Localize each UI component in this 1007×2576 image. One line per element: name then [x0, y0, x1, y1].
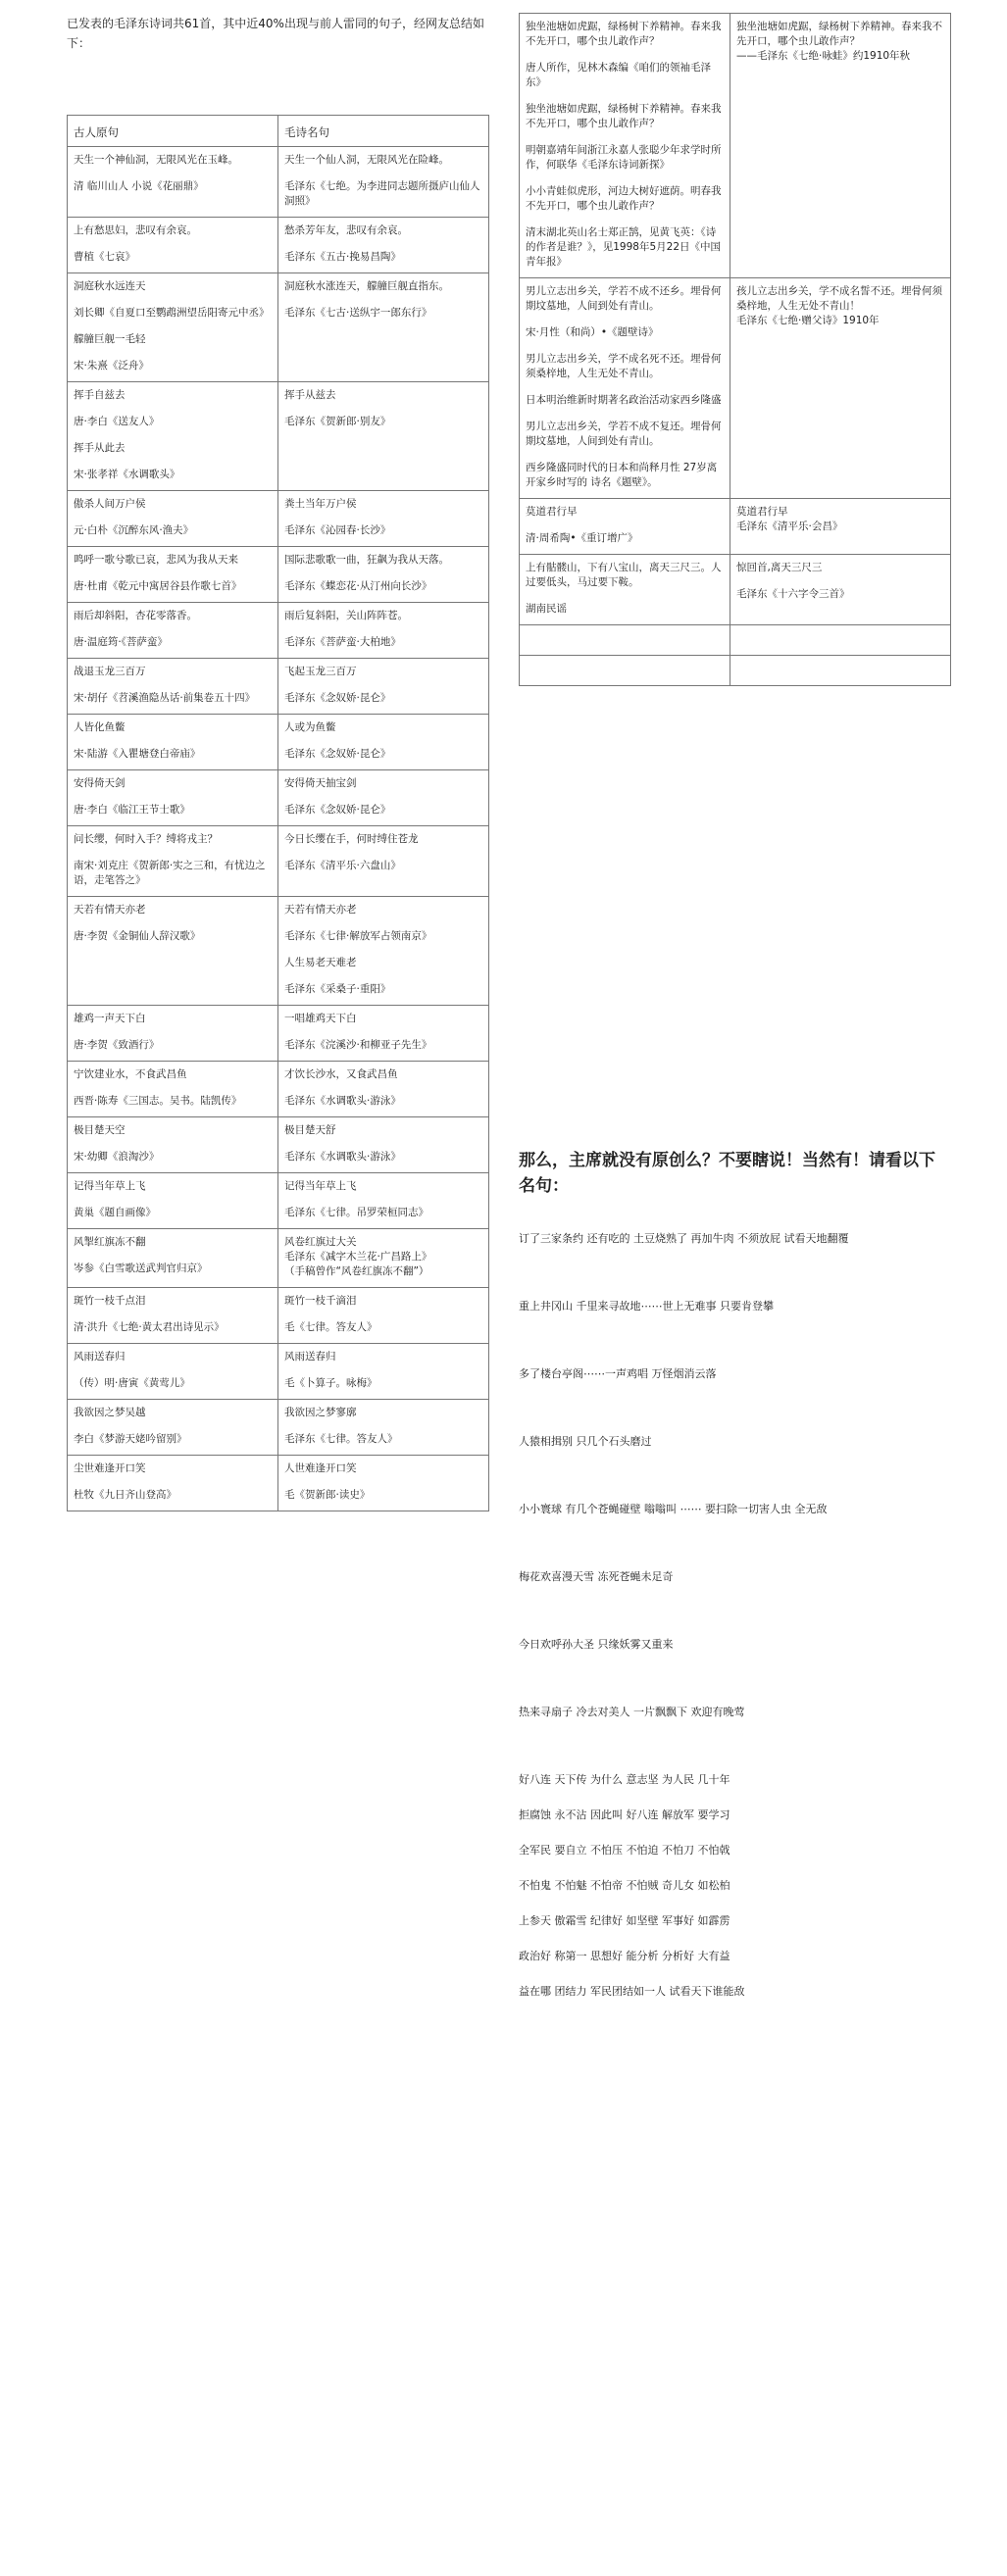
- quote-line: 梅花欢喜漫天雪 冻死苍蝇未足奇: [519, 1570, 674, 1583]
- table-row: [68, 659, 489, 715]
- cell-line: 毛泽东《菩萨蛮·大柏地》: [284, 636, 401, 648]
- cell-line: 宋·幼卿《浪淘沙》: [74, 1151, 160, 1163]
- line-gap: [284, 1309, 482, 1320]
- line-gap: [284, 168, 482, 179]
- cell-line: 人世难逢开口笑: [284, 1462, 357, 1474]
- cell-line: 黄巢《题自画像》: [74, 1207, 156, 1218]
- cell-line: 天生一个神仙洞，无限风光在玉峰。: [74, 154, 238, 166]
- table-row: [68, 770, 489, 826]
- line-gap: [736, 575, 944, 587]
- line-gap: [74, 456, 272, 468]
- mao-cell: [278, 603, 489, 659]
- cell-line: 人生易老天难老: [284, 957, 357, 968]
- cell-line: 人皆化鱼鳖: [74, 721, 126, 733]
- cell-line: 毛泽东《沁园春·长沙》: [284, 524, 391, 536]
- cell-line: 尘世难逢开口笑: [74, 1462, 146, 1474]
- line-gap: [284, 1138, 482, 1150]
- cell-line: 我欲因之梦吴越: [74, 1407, 146, 1418]
- line-gap: [284, 791, 482, 803]
- table-row: [68, 1229, 489, 1288]
- ancient-cell: [68, 1173, 278, 1229]
- ancient-cell: [68, 770, 278, 826]
- table-row: [68, 603, 489, 659]
- line-gap: [526, 449, 724, 461]
- cell-line: 毛泽东《七古·送纵宇一郎东行》: [284, 307, 432, 319]
- cell-line: 唐·杜甫《乾元中寓居谷县作歌七首》: [74, 580, 242, 592]
- cell-line: ——毛泽东《七绝·咏蛙》约1910年秋: [736, 50, 911, 62]
- cell-line: 挥手自兹去: [74, 389, 126, 401]
- cell-line: 风掣红旗冻不翻: [74, 1236, 146, 1248]
- cell-line: 极目楚天舒: [284, 1124, 336, 1136]
- cell-line: 才饮长沙水，又食武昌鱼: [284, 1068, 398, 1080]
- quote-line: 好八连 天下传 为什么 意志坚 为人民 几十年: [519, 1773, 730, 1786]
- ancient-cell: [68, 1117, 278, 1173]
- line-gap: [284, 917, 482, 929]
- cell-line: 艨艟巨舰一毛轻: [74, 333, 146, 345]
- cell-line: 宋·胡仔《苕溪渔隐丛话·前集卷五十四》: [74, 692, 256, 704]
- mao-cell: [278, 218, 489, 273]
- line-gap: [74, 1476, 272, 1488]
- line-gap: [74, 1250, 272, 1262]
- cell-line: 洞庭秋水远连天: [74, 280, 146, 292]
- cell-line: （传）明·唐寅《黄莺儿》: [74, 1377, 190, 1389]
- mao-cell: [278, 659, 489, 715]
- cell-line: 明朝嘉靖年间浙江永嘉人张聪少年求学时所作，何联华《毛泽东诗词新探》: [526, 144, 722, 171]
- cell-line: 唐·李白《临江王节士歌》: [74, 804, 190, 816]
- table-row: [68, 147, 489, 218]
- line-gap: [74, 1364, 272, 1376]
- cell-line: 风卷红旗过大关: [284, 1236, 357, 1248]
- cell-line: 安得倚天剑: [74, 777, 126, 789]
- cell-line: 湖南民谣: [526, 603, 567, 615]
- ancient-cell: [68, 491, 278, 547]
- line-gap: [74, 847, 272, 859]
- mao-cell: [278, 770, 489, 826]
- cell-line: 宋·月性（和尚）•《题壁诗》: [526, 326, 659, 338]
- cell-line: 毛《七律。答友人》: [284, 1321, 378, 1333]
- cell-line: 雨后却斜阳，杏花零落香。: [74, 610, 197, 621]
- line-gap: [74, 1309, 272, 1320]
- cell-line: 独坐池塘如虎踞，绿杨树下养精神。春来我不先开口，哪个虫儿敢作声？: [526, 21, 722, 47]
- line-gap: [526, 590, 724, 602]
- cell-line: 日本明治维新时期著名政治活动家西乡隆盛: [526, 394, 722, 406]
- cell-line: 岑参《白雪歌送武判官归京》: [74, 1263, 208, 1274]
- cell-line: 清·洪升《七绝·黄太君出诗见示》: [74, 1321, 225, 1333]
- mao-cell: [278, 1117, 489, 1173]
- cell-line: 上有骷髅山，下有八宝山，离天三尺三。人过要低头，马过要下鞍。: [526, 562, 722, 588]
- line-gap: [74, 1194, 272, 1206]
- cell-line: 男儿立志出乡关，学若不成不复还。埋骨何期坟墓地，人间到处有青山。: [526, 421, 722, 447]
- intro-text: 已发表的毛泽东诗词共61首，其中近40%出现与前人雷同的句子，经网友总结如下：: [67, 17, 484, 50]
- cell-line: 毛《贺新郎·读史》: [284, 1489, 371, 1501]
- cell-line: 风雨送春归: [74, 1351, 126, 1362]
- line-gap: [284, 1026, 482, 1038]
- line-gap: [74, 1026, 272, 1038]
- cell-line: 毛泽东《五古·挽易昌陶》: [284, 251, 401, 263]
- ancient-cell: [68, 897, 278, 1006]
- line-gap: [74, 679, 272, 691]
- ancient-cell: [68, 1456, 278, 1511]
- header-ancient: 古人原句: [68, 116, 278, 147]
- quote-line: 重上井冈山 千里来寻故地⋯⋯世上无难事 只要肯登攀: [519, 1300, 774, 1313]
- cell-line: 毛泽东《水调歌头·游泳》: [284, 1151, 401, 1163]
- line-gap: [284, 403, 482, 415]
- line-gap: [284, 568, 482, 579]
- line-gap: [284, 679, 482, 691]
- cell-line: 清 临川山人 小说《花丽鼎》: [74, 180, 204, 192]
- table-row: [68, 382, 489, 491]
- line-gap: [74, 321, 272, 332]
- cell-line: 愁杀芳年友，悲叹有余哀。: [284, 224, 408, 236]
- cell-line: 斑竹一枝千滴泪: [284, 1295, 357, 1307]
- ancient-cell: [68, 1344, 278, 1400]
- ancient-cell: [68, 603, 278, 659]
- line-gap: [284, 970, 482, 982]
- line-gap: [74, 403, 272, 415]
- line-gap: [74, 568, 272, 579]
- cell-line: 人或为鱼鳖: [284, 721, 336, 733]
- line-gap: [284, 1194, 482, 1206]
- ancient-cell: [520, 14, 730, 278]
- cell-line: 毛泽东《浣溪沙·和柳亚子先生》: [284, 1039, 432, 1051]
- cell-line: 雨后复斜阳，关山阵阵苍。: [284, 610, 408, 621]
- line-gap: [284, 1476, 482, 1488]
- mao-cell: [278, 1006, 489, 1062]
- cell-line: 毛泽东《贺新郎·别友》: [284, 416, 391, 427]
- cell-line: 清末湖北英山名士郑正鹄，见黄飞英：《诗的作者是谁？》，见1998年5月22日《中国青年报》: [526, 226, 722, 268]
- cell-line: 极目楚天空: [74, 1124, 126, 1136]
- cell-line: 毛泽东《念奴娇·昆仑》: [284, 748, 391, 760]
- line-gap: [74, 512, 272, 523]
- cell-line: 男儿立志出乡关，学不成名死不还。埋骨何须桑梓地，人生无处不青山。: [526, 353, 722, 379]
- ancient-cell: [68, 1006, 278, 1062]
- line-gap: [74, 735, 272, 747]
- quote-line: 上参天 傲霜雪 纪律好 如坚壁 军事好 如霹雳: [519, 1914, 730, 1927]
- cell-line: 宁饮建业水，不食武昌鱼: [74, 1068, 187, 1080]
- empty-cell: [520, 656, 730, 686]
- table-header-row: [68, 116, 489, 147]
- cell-line: 毛泽东《清平乐·六盘山》: [284, 860, 401, 871]
- quote-line: 全军民 要自立 不怕压 不怕迫 不怕刀 不怕戟: [519, 1844, 730, 1857]
- empty-cell: [730, 625, 951, 656]
- table-row: [68, 1456, 489, 1511]
- cell-line: 国际悲歌歌一曲，狂飙为我从天落。: [284, 554, 449, 566]
- line-gap: [284, 238, 482, 250]
- cell-line: 毛泽东《十六字令三首》: [736, 588, 850, 600]
- table-row: [68, 547, 489, 603]
- mao-cell: [278, 547, 489, 603]
- mao-cell: [278, 1229, 489, 1288]
- line-gap: [74, 238, 272, 250]
- cell-line: 毛泽东《采桑子·重阳》: [284, 983, 391, 995]
- comparison-table-left: [67, 115, 489, 1511]
- ancient-cell: [68, 547, 278, 603]
- cell-line: 雄鸡一声天下白: [74, 1013, 146, 1024]
- ancient-cell: [68, 1288, 278, 1344]
- mao-cell: [730, 278, 951, 499]
- ancient-cell: [68, 1400, 278, 1456]
- mao-cell: [278, 715, 489, 770]
- cell-line: 毛泽东《减字木兰花·广昌路上》: [284, 1251, 432, 1263]
- cell-line: 西晋·陈寿《三国志。吴书。陆凯传》: [74, 1095, 242, 1107]
- line-gap: [526, 314, 724, 325]
- line-gap: [74, 1138, 272, 1150]
- cell-line: 天生一个仙人洞，无限风光在险峰。: [284, 154, 449, 166]
- cell-line: 宋·朱熹《泛舟》: [74, 360, 149, 372]
- line-gap: [284, 512, 482, 523]
- quote-line: 热来寻扇子 冷去对美人 一片飘飘下 欢迎有晚莺: [519, 1706, 745, 1718]
- quote-line: 小小寰球 有几个苍蝇碰壁 嗡嗡叫 ⋯⋯ 要扫除一切害人虫 全无敌: [519, 1503, 828, 1515]
- cell-line: 杜牧《九日齐山登高》: [74, 1489, 176, 1501]
- empty-row: [520, 656, 951, 686]
- cell-line: 唐·李贺《金铜仙人辞汉歌》: [74, 930, 201, 942]
- line-gap: [526, 49, 724, 61]
- ancient-cell: [68, 147, 278, 218]
- mao-cell: [278, 826, 489, 897]
- cell-line: 唐人所作，见林木森编《咱们的领袖毛泽东》: [526, 62, 711, 88]
- line-gap: [526, 520, 724, 531]
- cell-line: 一唱雄鸡天下白: [284, 1013, 357, 1024]
- cell-line: 宋·陆游《入瞿塘登白帝庙》: [74, 748, 201, 760]
- ancient-cell: [68, 659, 278, 715]
- cell-line: 安得倚天抽宝剑: [284, 777, 357, 789]
- line-gap: [74, 168, 272, 179]
- table-row: [68, 1006, 489, 1062]
- ancient-cell: [520, 278, 730, 499]
- cell-line: 莫道君行早: [526, 506, 578, 518]
- quote-line: 益在哪 团结力 军民团结如一人 试看天下谁能敌: [519, 1985, 745, 1998]
- line-gap: [284, 944, 482, 956]
- mao-cell: [278, 382, 489, 491]
- original-lines-heading: 那么，主席就没有原创么？不要瞎说！当然有！请看以下名句：: [519, 1151, 935, 1196]
- cell-line: 记得当年草上飞: [284, 1180, 357, 1192]
- ancient-cell: [520, 499, 730, 555]
- line-gap: [526, 173, 724, 184]
- cell-line: 孩儿立志出乡关，学不成名誓不还。埋骨何须桑梓地，人生无处不青山！: [736, 285, 942, 312]
- cell-line: 风雨送春归: [284, 1351, 336, 1362]
- table-row: [68, 1400, 489, 1456]
- empty-cell: [520, 625, 730, 656]
- original-lines-list: [519, 1231, 970, 1999]
- line-gap: [74, 623, 272, 635]
- line-gap: [284, 1082, 482, 1094]
- mao-cell: [278, 1400, 489, 1456]
- line-gap: [284, 735, 482, 747]
- cell-line: 毛《卜算子。咏梅》: [284, 1377, 378, 1389]
- table-row: [68, 218, 489, 273]
- quote-line: 拒腐蚀 永不沾 因此叫 好八连 解放军 要学习: [519, 1808, 730, 1821]
- cell-line: 毛泽东《念奴娇·昆仑》: [284, 692, 391, 704]
- header-mao: 毛诗名句: [278, 116, 489, 147]
- table-row: [520, 14, 951, 278]
- cell-line: （手稿曾作“风卷红旗冻不翻”）: [284, 1265, 429, 1277]
- line-gap: [526, 90, 724, 102]
- cell-line: 毛泽东《念奴娇·昆仑》: [284, 804, 391, 816]
- cell-line: 李白《梦游天姥吟留别》: [74, 1433, 187, 1445]
- cell-line: 毛泽东《蝶恋花·从汀州向长沙》: [284, 580, 432, 592]
- cell-line: 男儿立志出乡关，学若不成不还乡。埋骨何期坟墓地，人间到处有青山。: [526, 285, 722, 312]
- cell-line: 鸣呼一歌兮歌已哀，悲风为我从天来: [74, 554, 238, 566]
- table-row: [68, 1062, 489, 1117]
- cell-line: 唐·李贺《致酒行》: [74, 1039, 160, 1051]
- cell-line: 唐·温庭筠·《菩萨蛮》: [74, 636, 168, 648]
- cell-line: 挥手从此去: [74, 442, 126, 454]
- cell-line: 唐·李白《送友人》: [74, 416, 160, 427]
- table-row: [68, 715, 489, 770]
- quote-line: 订了三家条约 还有吃的 土豆烧熟了 再加牛肉 不须放屁 试看天地翻覆: [519, 1232, 849, 1245]
- mao-cell: [278, 1288, 489, 1344]
- cell-line: 毛泽东《七绝。为李进同志题所摄庐山仙人洞照》: [284, 180, 480, 207]
- cell-line: 毛泽东《清平乐·会昌》: [736, 520, 843, 532]
- line-gap: [74, 1420, 272, 1432]
- line-gap: [74, 347, 272, 359]
- cell-line: 毛泽东《水调歌头·游泳》: [284, 1095, 401, 1107]
- table-row: [520, 555, 951, 625]
- quote-line: 人猿相揖别 只几个石头磨过: [519, 1435, 652, 1448]
- line-gap: [526, 408, 724, 420]
- mao-cell: [730, 14, 951, 278]
- line-gap: [74, 791, 272, 803]
- quote-line: 政治好 称第一 思想好 能分析 分析好 大有益: [519, 1950, 730, 1962]
- mao-cell: [730, 499, 951, 555]
- cell-line: 元·白朴《沉醉东风·渔夫》: [74, 524, 194, 536]
- line-gap: [526, 340, 724, 352]
- line-gap: [526, 214, 724, 225]
- line-gap: [284, 847, 482, 859]
- table-row: [520, 499, 951, 555]
- ancient-cell: [520, 555, 730, 625]
- line-gap: [74, 1082, 272, 1094]
- cell-line: 天若有情天亦老: [284, 904, 357, 916]
- cell-line: 宋·张孝祥《水调歌头》: [74, 469, 180, 480]
- line-gap: [284, 294, 482, 306]
- cell-line: 毛泽东《七律。吊罗荣桓同志》: [284, 1207, 428, 1218]
- cell-line: 刘长卿《自夏口至鹦鹉洲望岳阳寄元中丞》: [74, 307, 270, 319]
- cell-line: 清·周希陶•《重订增广》: [526, 532, 638, 544]
- cell-line: 毛泽东《七律·解放军占领南京》: [284, 930, 432, 942]
- ancient-cell: [68, 715, 278, 770]
- ancient-cell: [68, 273, 278, 382]
- cell-line: 飞起玉龙三百万: [284, 666, 357, 677]
- cell-line: 上有愁思妇，悲叹有余哀。: [74, 224, 197, 236]
- mao-cell: [278, 273, 489, 382]
- ancient-cell: [68, 382, 278, 491]
- cell-line: 记得当年草上飞: [74, 1180, 146, 1192]
- table-row: [68, 1173, 489, 1229]
- line-gap: [284, 1420, 482, 1432]
- cell-line: 毛泽东《七律。答友人》: [284, 1433, 398, 1445]
- empty-cell: [730, 656, 951, 686]
- table-row: [68, 491, 489, 547]
- cell-line: 洞庭秋水涨连天，艨艟巨舰直指东。: [284, 280, 449, 292]
- mao-cell: [278, 1062, 489, 1117]
- quote-line: 不怕鬼 不怕魅 不怕帝 不怕贼 奇儿女 如松柏: [519, 1879, 730, 1892]
- table-row: [68, 1344, 489, 1400]
- cell-line: 今日长缨在手，何时缚住苍龙: [284, 833, 419, 845]
- line-gap: [284, 623, 482, 635]
- mao-cell: [278, 1456, 489, 1511]
- mao-cell: [278, 147, 489, 218]
- table-row: [68, 826, 489, 897]
- cell-line: 小小青蛙似虎形，河边大树好遮荫。明春我不先开口，哪个虫儿敢作声？: [526, 185, 722, 212]
- cell-line: 战退玉龙三百万: [74, 666, 146, 677]
- mao-cell: [278, 1173, 489, 1229]
- line-gap: [526, 131, 724, 143]
- cell-line: 问长缨，何时入手？缚将戎主？: [74, 833, 218, 845]
- comparison-table-right: [519, 13, 951, 686]
- cell-line: 南宋·刘克庄《贺新郎·实之三和，有忧边之语，走笔答之》: [74, 860, 266, 886]
- cell-line: 独坐池塘如虎踞，绿杨树下养精神。春来我不先开口，哪个虫儿敢作声？: [736, 21, 942, 47]
- quote-line: 今日欢呼孙大圣 只缘妖雾又重来: [519, 1638, 674, 1651]
- cell-line: 西乡隆盛同时代的日本和尚释月性 27岁离开家乡时写的 诗名《题壁》。: [526, 462, 718, 488]
- cell-line: 独坐池塘如虎踞，绿杨树下养精神。春来我不先开口，哪个虫儿敢作声？: [526, 103, 722, 129]
- table-row: [68, 1117, 489, 1173]
- ancient-cell: [68, 1229, 278, 1288]
- cell-line: 惊回首,离天三尺三: [736, 562, 823, 573]
- line-gap: [526, 381, 724, 393]
- cell-line: 傲杀人间万户侯: [74, 498, 146, 510]
- line-gap: [74, 917, 272, 929]
- cell-line: 曹植《七哀》: [74, 251, 135, 263]
- cell-line: 天若有情天亦老: [74, 904, 146, 916]
- cell-line: 毛泽东《七绝·赠父诗》1910年: [736, 315, 880, 326]
- ancient-cell: [68, 826, 278, 897]
- line-gap: [74, 294, 272, 306]
- table-row: [520, 278, 951, 499]
- ancient-cell: [68, 1062, 278, 1117]
- table-row: [68, 273, 489, 382]
- cell-line: 我欲因之梦寥廓: [284, 1407, 357, 1418]
- line-gap: [284, 1364, 482, 1376]
- mao-cell: [278, 491, 489, 547]
- cell-line: 斑竹一枝千点泪: [74, 1295, 146, 1307]
- quote-line: 多了楼台亭阁⋯⋯一声鸡唱 万怪烟消云落: [519, 1367, 717, 1380]
- mao-cell: [278, 897, 489, 1006]
- cell-line: 粪土当年万户侯: [284, 498, 357, 510]
- cell-line: 挥手从兹去: [284, 389, 336, 401]
- ancient-cell: [68, 218, 278, 273]
- table-row: [68, 897, 489, 1006]
- mao-cell: [278, 1344, 489, 1400]
- table-row: [68, 1288, 489, 1344]
- line-gap: [74, 429, 272, 441]
- cell-line: 莫道君行早: [736, 506, 788, 518]
- empty-row: [520, 625, 951, 656]
- mao-cell: [730, 555, 951, 625]
